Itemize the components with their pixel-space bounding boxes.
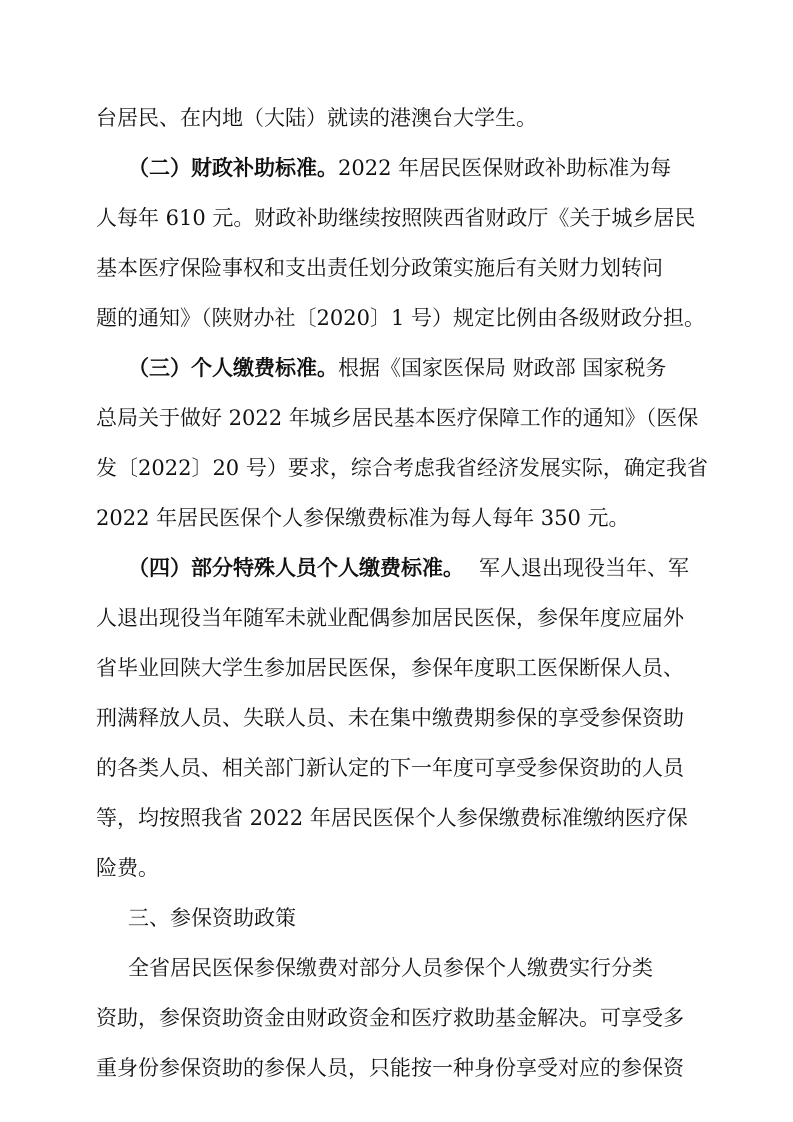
text-line	[0, 194, 793, 242]
text-line	[0, 394, 793, 442]
text-line	[0, 894, 793, 942]
paragraph-text: 重身份参保资助的参保人员，只能按一种身份享受对应的参保资	[96, 1056, 684, 1080]
text-line	[0, 1044, 793, 1092]
paragraph-text: 军人退出现役当年、军	[479, 556, 689, 580]
paragraph-text: 全省居民医保参保缴费对部分人员参保个人缴费实行分类	[128, 956, 653, 980]
paragraph-text: 发〔2022〕20 号）要求，综合考虑我省经济发展实际，确定我省	[96, 456, 708, 480]
paragraph-text: 险费。	[96, 856, 159, 880]
paragraph-text: 台居民、在内地（大陆）就读的港澳台大学生。	[96, 106, 537, 130]
paragraph-text: 人每年 610 元。财政补助继续按照陕西省财政厅《关于城乡居民	[96, 206, 696, 230]
paragraph-text: 2022 年居民医保个人参保缴费标准为每人每年 350 元。	[96, 506, 630, 530]
paragraph-text: 2022 年居民医保财政补助标准为每	[338, 156, 672, 180]
text-line	[0, 144, 793, 192]
text-line	[0, 844, 793, 892]
paragraph-text: 总局关于做好 2022 年城乡居民基本医疗保障工作的通知》（医保	[96, 406, 699, 430]
paragraph-text: 根据《国家医保局 财政部 国家税务	[338, 356, 667, 380]
text-line	[0, 244, 793, 292]
subsection-heading-personal-contribution: （三）个人缴费标准。	[128, 356, 338, 380]
text-line	[0, 594, 793, 642]
subsection-heading-finance-subsidy: （二）财政补助标准。	[128, 156, 338, 180]
paragraph-text: 刑满释放人员、失联人员、未在集中缴费期参保的享受参保资助	[96, 706, 684, 730]
paragraph-text: 等，均按照我省 2022 年居民医保个人参保缴费标准缴纳医疗保	[96, 806, 688, 830]
paragraph-text: 的各类人员、相关部门新认定的下一年度可享受参保资助的人员	[96, 756, 684, 780]
paragraph-text: 省毕业回陕大学生参加居民医保，参保年度职工医保断保人员、	[96, 656, 684, 680]
paragraph-text: 基本医疗保险事权和支出责任划分政策实施后有关财力划转问	[96, 256, 663, 280]
text-line	[0, 944, 793, 992]
text-line	[0, 444, 793, 492]
text-line	[0, 694, 793, 742]
text-line	[0, 94, 793, 142]
paragraph-text: 题的通知》（陕财办社〔2020〕1 号）规定比例由各级财政分担。	[96, 306, 705, 330]
text-line	[0, 344, 793, 392]
paragraph-text: 人退出现役当年随军未就业配偶参加居民医保，参保年度应届外	[96, 606, 684, 630]
section-heading-subsidy-policy: 三、参保资助政策	[128, 906, 296, 930]
text-line	[0, 494, 793, 542]
text-line	[0, 544, 793, 592]
paragraph-text: 资助，参保资助资金由财政资金和医疗救助基金解决。可享受多	[96, 1006, 684, 1030]
text-line	[0, 644, 793, 692]
text-line	[0, 994, 793, 1042]
text-line	[0, 294, 793, 342]
subsection-heading-special-personnel: （四）部分特殊人员个人缴费标准。	[128, 556, 464, 580]
text-line	[0, 744, 793, 792]
text-line	[0, 794, 793, 842]
